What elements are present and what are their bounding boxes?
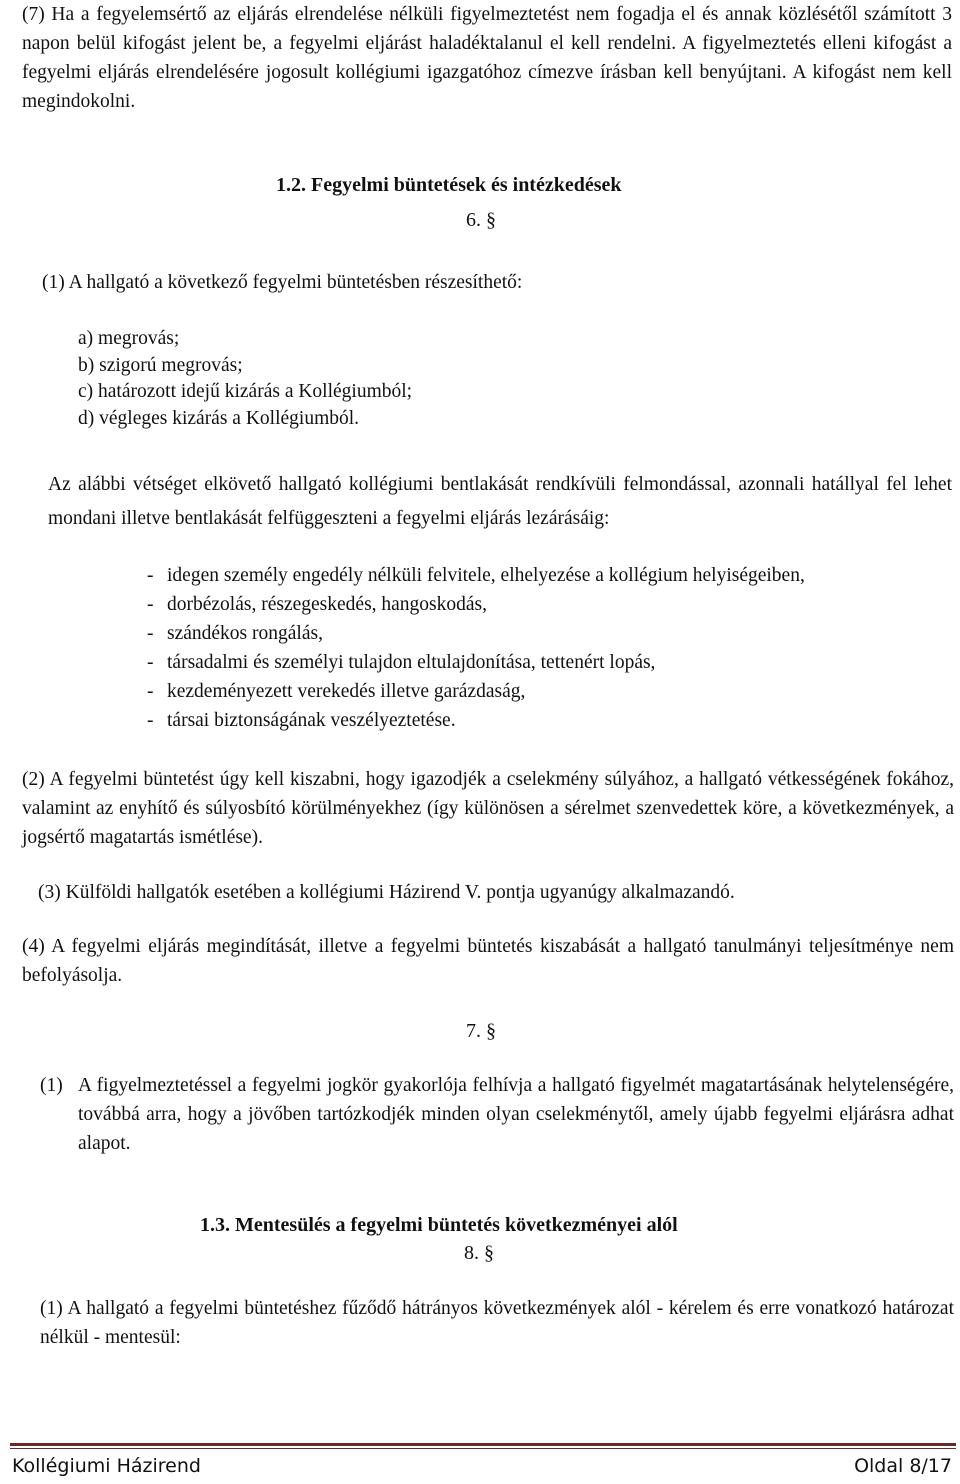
section-6-paragraph-4: (4) A fegyelmi eljárás megindítását, illetve a fegyelmi büntetés kiszabását a hallgató tanulmányi teljesítménye nem befolyásolja.	[22, 936, 954, 986]
paragraph-text: A figyelmeztetéssel a fegyelmi jogkör gyakorlója felhívja a hallgató figyelmét magatartásának helytelenségére, továbbá arra, hogy a jövőben tartózkodjék minden olyan cselekménytől, amely újabb fegyelmi eljárásra adhat alapot.	[78, 1075, 954, 1154]
footer-rule	[10, 1443, 956, 1446]
list-item: c) határozott idejű kizárás a Kollégiumból;	[78, 381, 413, 402]
penalty-list	[78, 326, 412, 432]
section-heading-1-2: 1.2. Fegyelmi büntetések és intézkedések	[276, 174, 622, 196]
list-item	[147, 619, 947, 648]
dash-bullet: -	[147, 623, 154, 644]
offence-intro: Az alábbi vétséget elkövető hallgató kollégiumi bentlakását rendkívüli felmondással, azonnali hatállyal fel lehet mondani illetve bentlakását felfüggeszteni a fegyelmi eljárás lezárásáig:	[48, 474, 952, 529]
list-item	[147, 706, 947, 735]
paragraph-number: (1)	[40, 1075, 63, 1096]
list-item-text: társadalmi és személyi tulajdon eltulajdonítása, tettenért lopás,	[167, 652, 656, 673]
list-item: b) szigorú megrovás;	[78, 354, 243, 376]
offence-list	[147, 561, 947, 735]
list-item-text: kezdeményezett verekedés illetve garázdaság,	[167, 681, 526, 702]
dash-bullet: -	[147, 594, 154, 615]
list-item-text: idegen személy engedély nélküli felvitele, elhelyezése a kollégium helyiségeiben,	[167, 565, 805, 586]
dash-bullet: -	[147, 652, 154, 673]
paragraph-text: A hallgató a következő fegyelmi büntetésben részesíthető:	[68, 272, 523, 293]
paragraph-7: (7) Ha a fegyelemsértő az eljárás elrendelése nélküli figyelmeztetést nem fogadja el és annak közlésétől számított 3 napon belül kifogást jelent be, a fegyelmi eljárást haladéktalanul el kell rendelni. A figyelmeztetés elleni kifogást a fegyelmi eljárás elrendelésére jogosult kollégiumi igazgatóhoz címezve írásban kell benyújtani. A kifogást nem kell megindokolni.	[22, 4, 952, 112]
list-item	[147, 590, 947, 619]
section-6-paragraph-2: (2) A fegyelmi büntetést úgy kell kiszabni, hogy igazodjék a cselekmény súlyához, a hallgató vétkességének fokához, valamint az enyhítő és súlyosbító körülményekhez (így különösen a sérelmet szenvedettek köre, a következmények, a jogsértő magatartás ismétlése).	[22, 769, 954, 848]
list-item	[147, 677, 947, 706]
section-6-paragraph-1	[42, 268, 942, 297]
section-6-sign: 6. §	[466, 209, 496, 231]
section-6-paragraph-3: (3) Külföldi hallgatók esetében a kollégiumi Házirend V. pontja ugyanúgy alkalmazandó.	[38, 882, 735, 903]
paragraph-number: (1)	[42, 272, 65, 293]
list-item-text: társai biztonságának veszélyeztetése.	[167, 710, 456, 731]
footer-page-number: Oldal 8/17	[854, 1455, 952, 1477]
dash-bullet: -	[147, 565, 154, 586]
section-7-sign: 7. §	[466, 1020, 496, 1042]
dash-bullet: -	[147, 681, 154, 702]
footer-rule-thin	[10, 1448, 956, 1449]
section-8-paragraph-1: (1) A hallgató a fegyelmi büntetéshez fűződő hátrányos következmények alól - kérelem és erre vonatkozó határozat nélkül - mentesül:	[40, 1298, 954, 1348]
section-8-sign: 8. §	[464, 1242, 494, 1264]
list-item: d) végleges kizárás a Kollégiumból.	[78, 407, 360, 429]
list-item	[147, 648, 947, 677]
list-item-text: dorbézolás, részegeskedés, hangoskodás,	[167, 594, 488, 615]
dash-bullet: -	[147, 710, 154, 731]
section-7-paragraph-1	[40, 1071, 954, 1158]
section-heading-1-3: 1.3. Mentesülés a fegyelmi büntetés következményei alól	[200, 1214, 678, 1236]
list-item: a) megrovás;	[78, 328, 180, 349]
list-item-text: szándékos rongálás,	[167, 623, 323, 644]
footer-document-title: Kollégiumi Házirend	[12, 1455, 201, 1477]
list-item	[147, 561, 947, 590]
